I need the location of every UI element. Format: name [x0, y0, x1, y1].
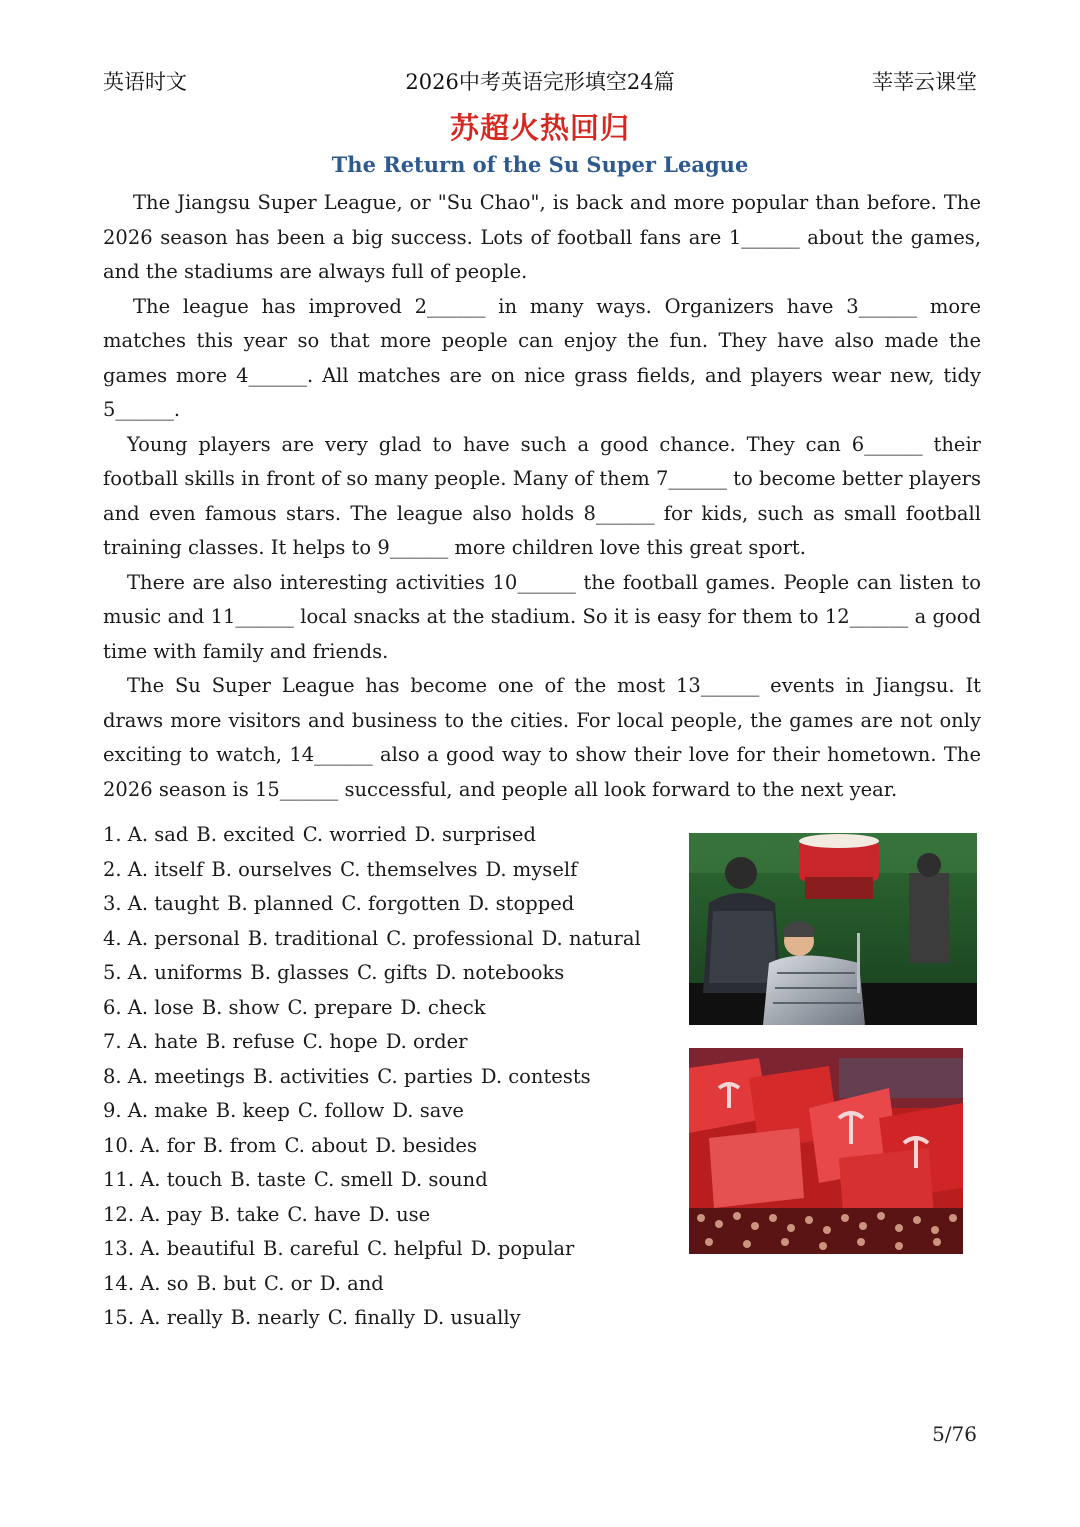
- option-row: [103, 991, 673, 1026]
- option-c: C. forgotten: [341, 892, 461, 915]
- option-row: [103, 1094, 673, 1129]
- paragraph-4: There are also interesting activities 10______ the football games. People can listen to music and 11______ local snacks at the stadium. So it is easy for them to 12______ a good time with family and friends.: [103, 570, 981, 663]
- option-c: C. professional: [386, 926, 534, 950]
- photo-performers-illustration: [689, 833, 977, 1025]
- option-a: 9. A. make: [103, 1099, 208, 1122]
- option-d: D. and: [319, 1271, 384, 1295]
- option-c: C. worried: [302, 823, 407, 846]
- option-row: [103, 1129, 673, 1164]
- page-number: 5/76: [932, 1422, 977, 1446]
- option-row: [103, 853, 673, 888]
- option-d: D. besides: [375, 1133, 477, 1157]
- header-center-title: 2026中考英语完形填空24篇: [405, 70, 675, 94]
- option-row: [103, 1198, 673, 1233]
- option-c: C. themselves: [340, 857, 478, 881]
- option-c: C. prepare: [287, 995, 393, 1019]
- option-row: [103, 922, 673, 957]
- photo-fans-illustration: [689, 1048, 963, 1254]
- photo-fans-with-red-flags: [689, 1048, 963, 1254]
- option-a: 4. A. personal: [103, 926, 240, 950]
- option-d: D. notebooks: [435, 961, 565, 984]
- option-b: B. take: [209, 1202, 280, 1226]
- option-d: D. contests: [480, 1064, 591, 1088]
- option-b: B. glasses: [250, 961, 350, 984]
- option-b: B. excited: [196, 823, 295, 846]
- option-c: C. or: [264, 1271, 312, 1295]
- option-row: [103, 1301, 673, 1336]
- option-c: C. finally: [327, 1306, 416, 1329]
- option-b: B. careful: [262, 1237, 360, 1260]
- paragraph-2: The league has improved 2______ in many ways. Organizers have 3______ more matches this year so that more people can enjoy the fun. They have also made the games more 4______. All matches are on nice grass fields, and players wear new, tidy 5______.: [103, 294, 981, 421]
- option-b: B. nearly: [230, 1306, 320, 1329]
- option-b: B. show: [201, 995, 280, 1019]
- option-a: 14. A. so: [103, 1271, 189, 1295]
- option-a: 8. A. meetings: [103, 1064, 245, 1088]
- option-d: D. check: [400, 995, 486, 1019]
- option-d: D. use: [368, 1202, 431, 1226]
- options-list: [103, 818, 673, 1336]
- option-c: C. have: [287, 1202, 361, 1226]
- paragraph-3: Young players are very glad to have such a good chance. They can 6______ their football skills in front of so many people. Many of them 7______ to become better players and even famous stars. The league also holds 8______ for kids, such as small football training classes. It helps to 9______ more children love this great sport.: [103, 432, 981, 559]
- option-c: C. follow: [297, 1099, 385, 1122]
- option-row: [103, 1267, 673, 1302]
- option-row: [103, 1163, 673, 1198]
- option-a: 13. A. beautiful: [103, 1237, 255, 1260]
- option-a: 2. A. itself: [103, 857, 204, 881]
- option-d: D. stopped: [468, 892, 575, 915]
- option-d: D. order: [385, 1030, 468, 1053]
- paragraph-1: The Jiangsu Super League, or "Su Chao", is back and more popular than before. The 2026 season has been a big success. Lots of football fans are 1______ about the games, and the stadiums are always full of people.: [103, 191, 981, 283]
- option-c: C. about: [284, 1133, 368, 1157]
- option-a: 7. A. hate: [103, 1030, 198, 1053]
- photo-performers-in-armor: [689, 833, 977, 1025]
- option-d: D. natural: [541, 926, 641, 950]
- option-b: B. refuse: [205, 1030, 295, 1053]
- option-b: B. planned: [227, 892, 334, 915]
- article-title-english: The Return of the Su Super League: [331, 152, 749, 177]
- option-b: B. activities: [252, 1064, 370, 1088]
- option-d: D. myself: [485, 857, 578, 881]
- option-b: B. but: [196, 1271, 257, 1295]
- option-c: C. hope: [302, 1030, 378, 1053]
- paragraph-5: The Su Super League has become one of the most 13______ events in Jiangsu. It draws more visitors and business to the cities. For local people, the games are not only exciting to watch, 14______ also a good way to show their love for their hometown. The 2026 season is 15______ successful, and people all look forward to the next year.: [103, 674, 981, 801]
- option-a: 5. A. uniforms: [103, 961, 243, 984]
- option-a: 11. A. touch: [103, 1168, 223, 1191]
- option-row: [103, 956, 673, 991]
- option-b: B. taste: [230, 1168, 306, 1191]
- option-d: D. surprised: [414, 823, 536, 846]
- option-row: [103, 1232, 673, 1267]
- option-c: C. parties: [377, 1064, 473, 1088]
- option-c: C. smell: [313, 1168, 394, 1191]
- option-a: 10. A. for: [103, 1133, 195, 1157]
- page-header: [103, 66, 977, 100]
- option-b: B. traditional: [247, 926, 379, 950]
- header-right-label: 莘莘云课堂: [872, 70, 977, 94]
- option-d: D. usually: [423, 1306, 521, 1329]
- option-a: 12. A. pay: [103, 1202, 202, 1226]
- option-d: D. save: [392, 1099, 464, 1122]
- option-a: 6. A. lose: [103, 995, 194, 1019]
- option-row: [103, 1025, 673, 1060]
- option-c: C. gifts: [357, 961, 428, 984]
- option-row: [103, 1060, 673, 1095]
- option-d: D. popular: [470, 1237, 575, 1260]
- option-b: B. ourselves: [211, 857, 333, 881]
- article-title-chinese: 苏超火热回归: [449, 111, 630, 145]
- option-a: 3. A. taught: [103, 892, 220, 915]
- option-row: [103, 818, 673, 853]
- option-b: B. keep: [215, 1099, 290, 1122]
- article-body: [103, 186, 981, 807]
- option-a: 1. A. sad: [103, 823, 189, 846]
- header-left-label: 英语时文: [103, 70, 187, 94]
- option-b: B. from: [202, 1133, 277, 1157]
- option-c: C. helpful: [367, 1237, 463, 1260]
- option-row: [103, 887, 673, 922]
- option-a: 15. A. really: [103, 1306, 223, 1329]
- option-d: D. sound: [401, 1168, 488, 1191]
